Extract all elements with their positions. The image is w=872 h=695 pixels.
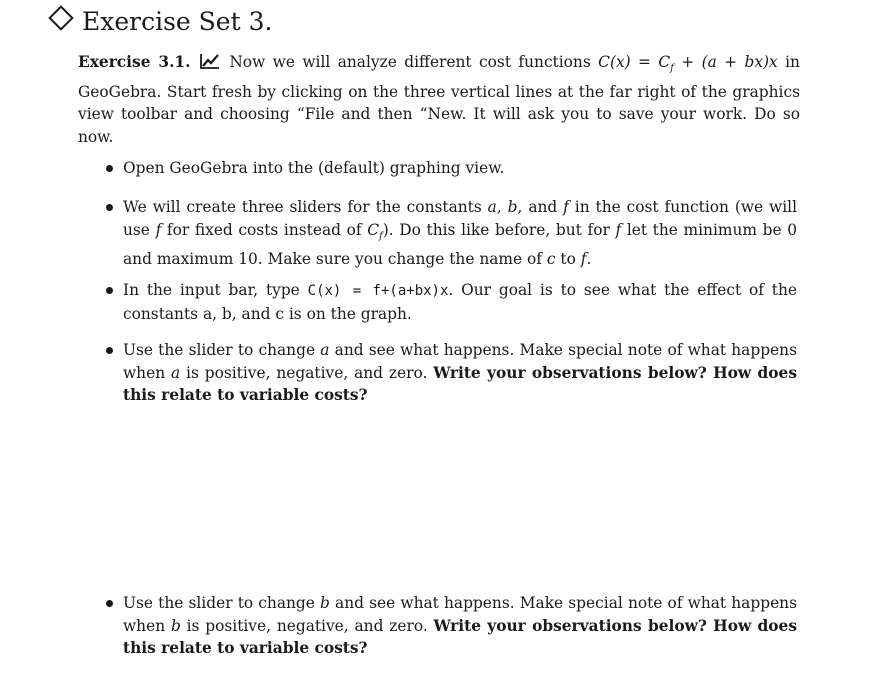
list-item-open-geogebra: Open GeoGebra into the (default) graphing view. (123, 159, 505, 177)
exercise-text-intro: Now we will analyze different cost functions (229, 53, 599, 71)
bullet-marker (106, 347, 116, 357)
list-item-slider-b: Use the slider to change b and see what happens. Make special note of what happens when b is positive, negative, and zero. Write your observations below? How does this relate to variable costs? (123, 594, 797, 657)
list-item-input-bar: In the input bar, type C(x) = f+(a+bx)x. Our goal is to see what the effect of the constants a, b, and c is on the graph. (123, 281, 798, 323)
exercise-label: Exercise 3.1. (78, 53, 191, 71)
bullet-marker (106, 287, 116, 297)
list-item-slider-a: Use the slider to change a and see what happens. Make special note of what happens when a is positive, negative, and zero. Write your observations below? How does this relate to variable costs? (123, 341, 797, 404)
list-item-create-sliders: We will create three sliders for the constants a, b, and f in the cost function (we will use f for fixed costs instead of $C_f$). Do this like before, but for f let the minimum be 0 and maximum 10. Make sure you change the name of c to f. (123, 198, 798, 269)
exercise-text-body: in GeoGebra. Start fresh by clicking on the three vertical lines at the far right of the graphics view toolbar and choosing “File and then “New. It will ask you to save your work. Do so now. (78, 53, 800, 146)
bullet-marker (106, 165, 116, 175)
line-chart-icon (200, 53, 220, 69)
bullet-marker (106, 600, 116, 610)
bullet-marker (106, 204, 116, 214)
question-prompt: Write your observations below? How does this relate to variable costs? (123, 363, 797, 404)
code-snippet: C(x) = f+(a+bx)x (307, 283, 449, 299)
exercise-paragraph (78, 51, 800, 148)
question-prompt: Write your observations below? How does this relate to variable costs? (123, 616, 797, 657)
section-heading (52, 6, 272, 38)
diamond-icon (48, 5, 73, 30)
cost-formula: $C(x) = C_f + (a + bx)x$ (598, 53, 778, 75)
section-title: Exercise Set 3. (82, 7, 273, 36)
